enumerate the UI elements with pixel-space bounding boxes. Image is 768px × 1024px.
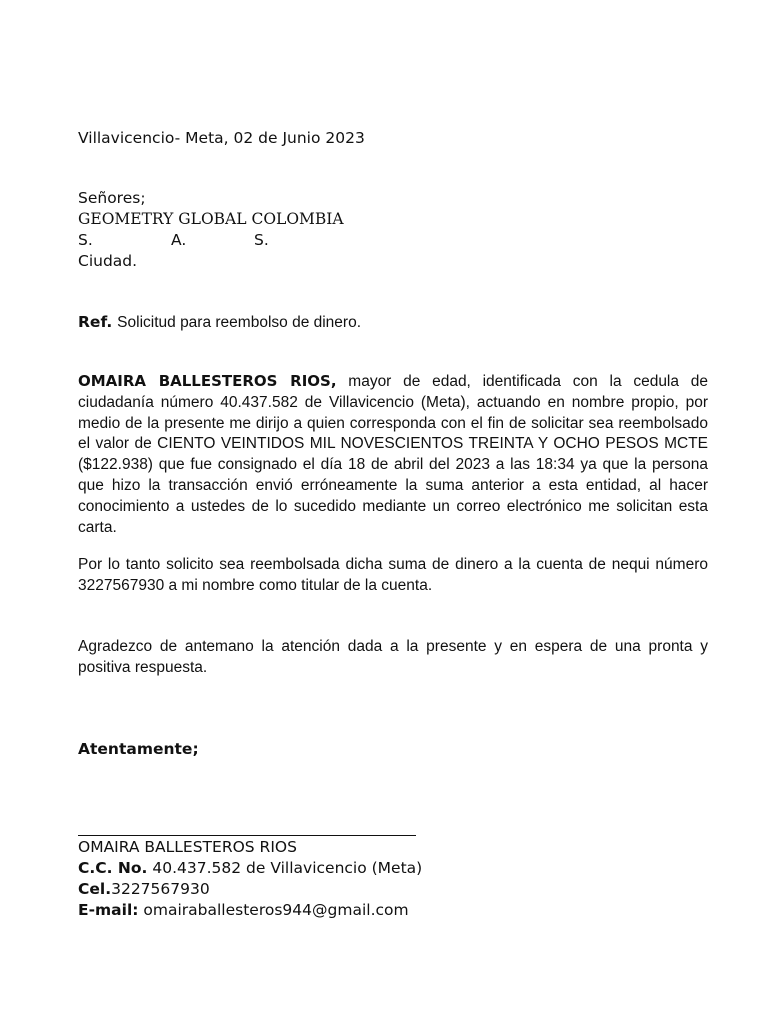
city: Ciudad.: [78, 252, 138, 270]
place-date: [78, 128, 708, 149]
closing-text: Atentamente;: [78, 740, 199, 758]
email-value: omairaballesteros944@gmail.com: [143, 901, 409, 919]
company-type-a: A.: [171, 231, 187, 249]
email-label: E-mail:: [78, 901, 139, 919]
salutation: Señores;: [78, 189, 146, 207]
company-name: GEOMETRY GLOBAL COLOMBIA: [78, 210, 344, 228]
recipient-block: [78, 188, 708, 272]
body-paragraph-1: [78, 371, 708, 538]
signature-name: OMAIRA BALLESTEROS RIOS: [78, 838, 297, 856]
body-p1-text: mayor de edad, identificada con la cedula de ciudadanía número 40.437.582 de Villavicencio (Meta), actuando en nombre propio, por medio de la presente me dirijo a quien corresponda con el fin de solicitar sea reembolsado el valor de CIENTO VEINTIDOS MIL NOVESCIENTOS TREINTA Y OCHO PESOS MCTE ($122.938) que fue consignado el día 18 de abril del 2023 a las 18:34 ya que la persona que hizo la transacción envió erróneamente la suma anterior a esta entidad, al hacer conocimiento a ustedes de lo sucedido mediante un correo electrónico me solicitan esta carta.: [78, 373, 708, 536]
company-type-s2: S.: [254, 231, 269, 249]
cc-label: C.C. No.: [78, 859, 148, 877]
body-paragraph-2: [78, 555, 708, 597]
cel-label: Cel.: [78, 880, 112, 898]
cc-value: 40.437.582 de Villavicencio (Meta): [152, 859, 423, 877]
reference: [78, 312, 708, 333]
company-type-s1: S.: [78, 231, 93, 249]
cel-value: 3227567930: [111, 880, 210, 898]
body-name: OMAIRA BALLESTEROS RIOS,: [78, 372, 337, 390]
body-p3-text: Agradezco de antemano la atención dada a la presente y en espera de una pronta y positiva respuesta.: [78, 638, 708, 676]
body-p2-text: Por lo tanto solicito sea reembolsada dicha suma de dinero a la cuenta de nequi número 3227567930 a mi nombre como titular de la cuenta.: [78, 556, 708, 594]
signature-line: [78, 835, 416, 836]
reference-text: Solicitud para reembolso de dinero.: [117, 314, 362, 331]
signature-block: [78, 837, 708, 921]
company-type: [78, 230, 708, 251]
body-paragraph-3: [78, 637, 708, 679]
reference-label: Ref.: [78, 313, 113, 331]
closing: [78, 739, 708, 760]
place-date-text: Villavicencio- Meta, 02 de Junio 2023: [78, 129, 365, 147]
